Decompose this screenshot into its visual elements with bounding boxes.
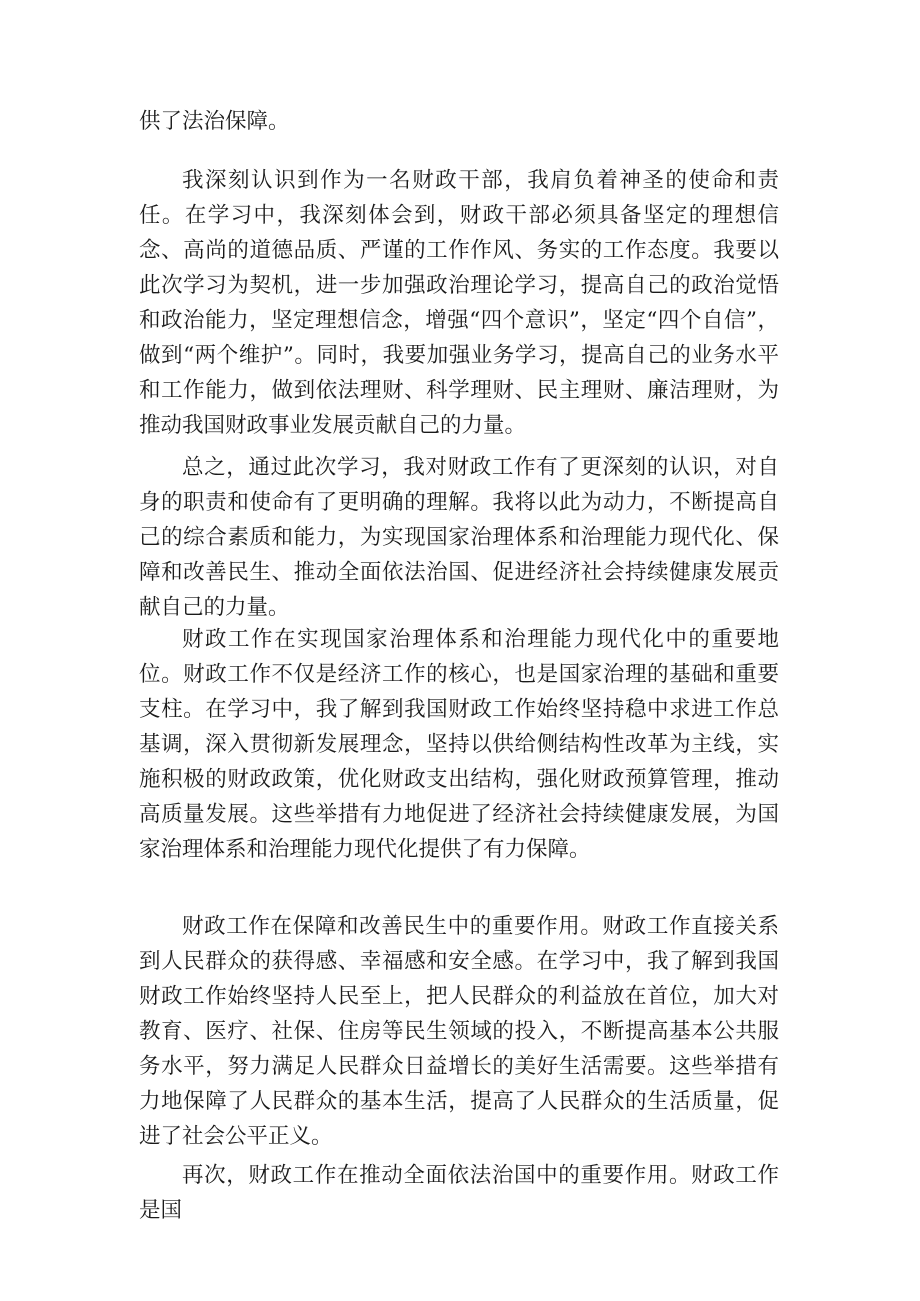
paragraph-responsibility: 我深刻认识到作为一名财政干部，我肩负着神圣的使命和责任。在学习中，我深刻体会到，财政干部必须具备坚定的理想信念、高尚的道德品质、严谨的工作作风、务实的工作态度。我要以此次学习为契机，进一步加强政治理论学习，提高自己的政治觉悟和政治能力，坚定理想信念，增强“四个意识”，坚定“四个自信”，做到“两个维护”。同时，我要加强业务学习，提高自己的业务水平和工作能力，做到依法理财、科学理财、民主理财、廉洁理财，为推动我国财政事业发展贡献自己的力量。 <box>139 168 779 438</box>
paragraph-livelihood: 财政工作在保障和改善民生中的重要作用。财政工作直接关系到人民群众的获得感、幸福感和安全感。在学习中，我了解到我国财政工作始终坚持人民至上，把人民群众的利益放在首位，加大对教育、医疗、社保、住房等民生领域的投入，不断提高基本公共服务水平，努力满足人民群众日益增长的美好生活需要。这些举措有力地保障了人民群众的基本生活，提高了人民群众的生活质量，促进了社会公平正义。 <box>139 914 779 1149</box>
paragraph-continuation: 供了法治保障。 <box>139 109 290 134</box>
paragraph-governance: 财政工作在实现国家治理体系和治理能力现代化中的重要地位。财政工作不仅是经济工作的核心，也是国家治理的基础和重要支柱。在学习中，我了解到我国财政工作始终坚持稳中求进工作总基调，深入贯彻新发展理念，坚持以供给侧结构性改革为主线，实施积极的财政政策，优化财政支出结构，强化财政预算管理，推动高质量发展。这些举措有力地促进了经济社会持续健康发展，为国家治理体系和治理能力现代化提供了有力保障。 <box>139 627 779 862</box>
paragraph-rule-of-law: 再次，财政工作在推动全面依法治国中的重要作用。财政工作是国 <box>139 1163 779 1223</box>
paragraph-summary: 总之，通过此次学习，我对财政工作有了更深刻的认识，对自身的职责和使命有了更明确的理解。我将以此为动力，不断提高自己的综合素质和能力，为实现国家治理体系和治理能力现代化、保障和改善民生、推动全面依法治国、促进经济社会持续健康发展贡献自己的力量。 <box>139 455 779 620</box>
